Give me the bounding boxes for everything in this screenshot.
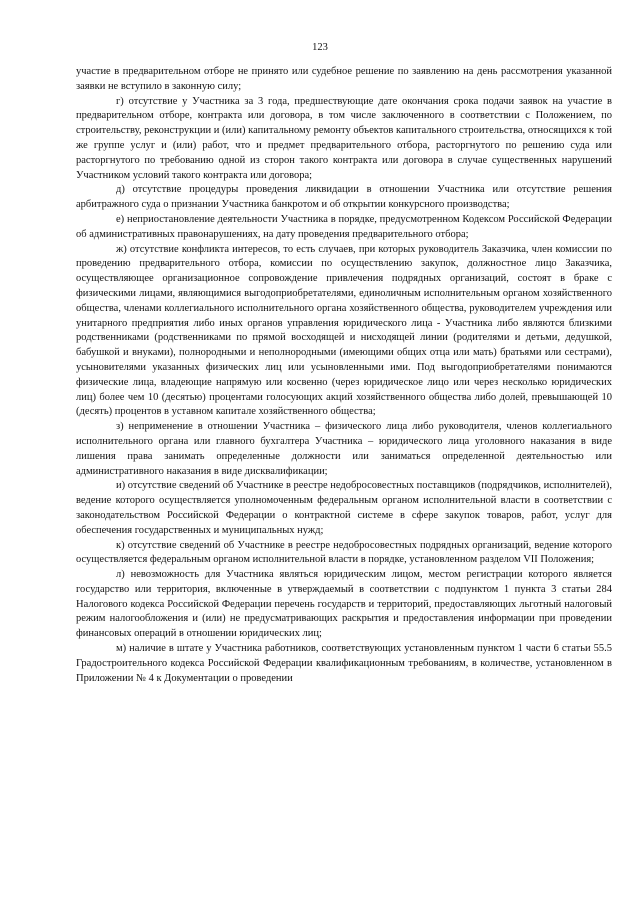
document-body bbox=[76, 65, 612, 686]
paragraph-item-z: з) неприменение в отношении Участника – физического лица либо руководителя, членов коллегиального исполнительного органа или главного бухгалтера Участника – юридического лица уголовного наказания в виде лишения права занимать определенные должности или заниматься определенной деятельностью или административного наказания в виде дисквалификации; bbox=[76, 421, 612, 477]
paragraph-item-e: е) неприостановление деятельности Участника в порядке, предусмотренном Кодексом Российской Федерации об административных правонарушениях, на дату проведения предварительного отбора; bbox=[76, 213, 612, 240]
paragraph-item-zh: ж) отсутствие конфликта интересов, то есть случаев, при которых руководитель Заказчика, член комиссии по проведению предварительного отбора, комиссии по осуществлению закупок, должностное лицо Заказчика, осуществляющее организационное сопровождение привлечения подрядных организаций, состоят в браке с физическими лицами, являющимися выгодоприобретателями, единоличным исполнительным органом хозяйственного общества, членами коллегиального исполнительного органа хозяйственного общества, руководителем учреждения или унитарного предприятия либо иных органов управления юридического лица - Участника либо являются близкими родственниками (родственниками по прямой восходящей и нисходящей линии (родителями и детьми, дедушкой, бабушкой и внуками), полнородными и неполнородными (имеющими общих отца или мать) братьями или сестрами), усыновителями указанных физических лиц или усыновленными ими. Под выгодоприобретателями понимаются физические лица, владеющие напрямую или косвенно (через юридическое лицо или через несколько юридических лиц) более чем 10 (десятью) процентами голосующих акций хозяйственного общества либо долей, превышающей 10 (десять) процентов в уставном капитале хозяйственного общества; bbox=[76, 243, 612, 418]
paragraph-item-m: м) наличие в штате у Участника работников, соответствующих установленным пунктом 1 части 6 статьи 55.5 Градостроительного кодекса Российской Федерации квалификационным требованиям, в количестве, установленном в Приложении № 4 к Документации о проведении bbox=[76, 643, 612, 684]
page-number: 123 bbox=[312, 42, 328, 53]
paragraph-item-i: и) отсутствие сведений об Участнике в реестре недобросовестных поставщиков (подрядчиков, исполнителей), ведение которого осуществляется уполномоченным федеральным органом исполнительной власти в соответствии с законодательством Российской Федерации о контрактной системе в сфере закупок товаров, работ, услуг для обеспечения государственных и муниципальных нужд; bbox=[76, 480, 612, 536]
paragraph-item-d: д) отсутствие процедуры проведения ликвидации в отношении Участника или отсутствие решения арбитражного суда о признании Участника банкротом и об открытии конкурсного производства; bbox=[76, 184, 612, 211]
paragraph-item-l: л) невозможность для Участника являться юридическим лицом, местом регистрации которого является государство или территория, включенные в утверждаемый в соответствии с подпунктом 1 пункта 3 статьи 284 Налогового кодекса Российской Федерации перечень государств и территорий, предоставляющих льготный налоговый режим налогообложения и (или) не предусматривающих раскрытия и предоставления информации при проведении финансовых операций в отношении юридических лиц; bbox=[76, 569, 612, 640]
paragraph-continuation: участие в предварительном отборе не принято или судебное решение по заявлению на день рассмотрения указанной заявки не вступило в законную силу; bbox=[76, 66, 612, 92]
paragraph-item-k: к) отсутствие сведений об Участнике в реестре недобросовестных подрядных организаций, ведение которого осуществляется федеральным органом исполнительной власти в порядке, установленном разделом VII Положения; bbox=[76, 539, 612, 566]
paragraph-item-g: г) отсутствие у Участника за 3 года, предшествующие дате окончания срока подачи заявок на участие в предварительном отборе, контракта или договора, в том числе заключенного в соответствии с Положением, по строительству, реконструкции и (или) капитальному ремонту объектов капитального строительства, относящихся к той же группе услуг и (или) работ, что и предмет предварительного отбора, расторгнутого по решению суда или расторгнутого по требованию одной из сторон такого контракта или договора в случае существенных нарушений Участником условий такого контракта или договора; bbox=[76, 95, 612, 181]
